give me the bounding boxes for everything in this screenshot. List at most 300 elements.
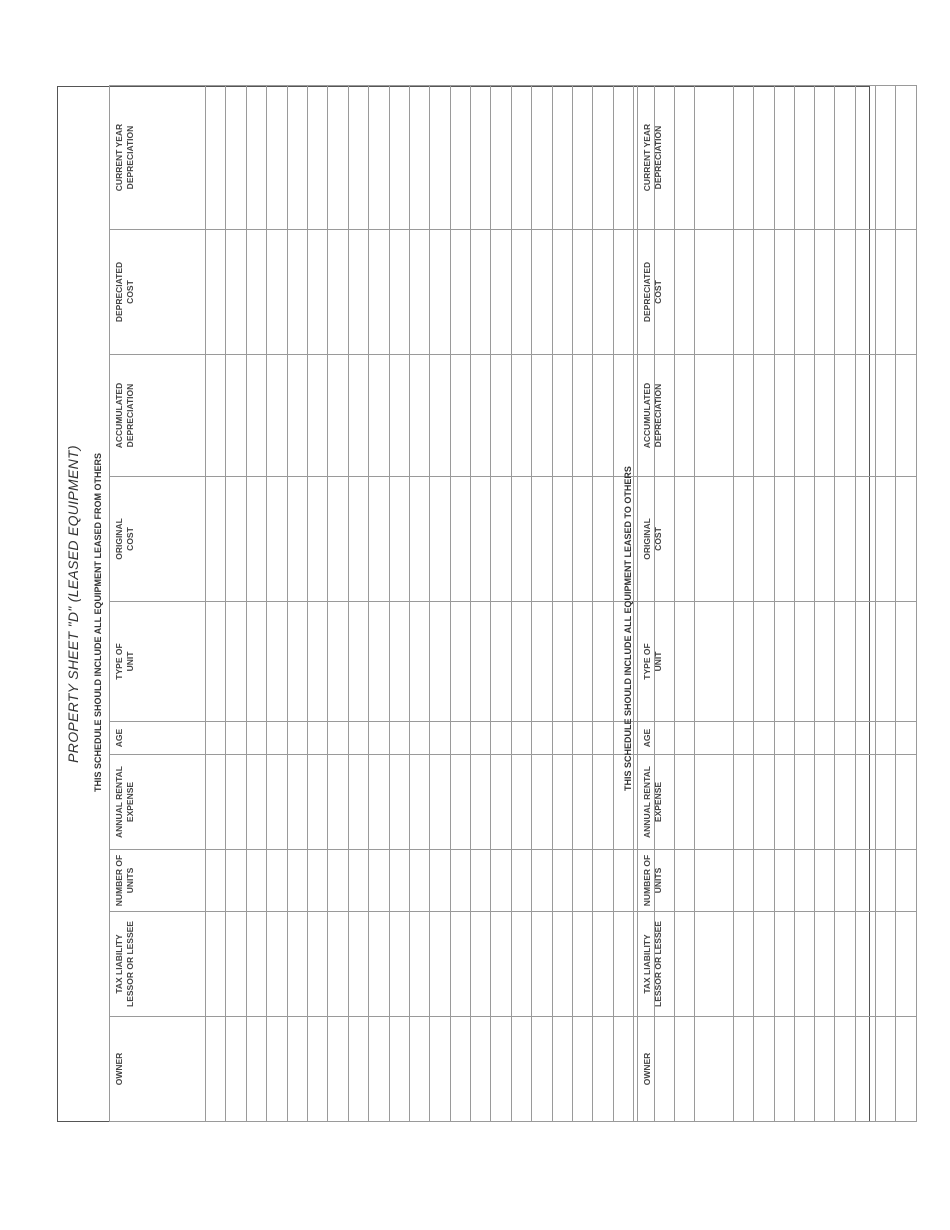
entry-cell[interactable] (267, 755, 287, 850)
entry-cell[interactable] (532, 477, 552, 602)
entry-cell[interactable] (328, 912, 348, 1017)
entry-cell[interactable] (307, 86, 327, 230)
entry-cell[interactable] (815, 602, 835, 722)
entry-cell[interactable] (835, 355, 855, 477)
entry-cell[interactable] (348, 477, 368, 602)
entry-cell[interactable] (794, 477, 814, 602)
entry-cell[interactable] (876, 477, 896, 602)
entry-cell[interactable] (794, 86, 814, 230)
entry-cell[interactable] (389, 755, 409, 850)
entry-cell[interactable] (613, 1017, 633, 1122)
entry-cell[interactable] (532, 912, 552, 1017)
entry-cell[interactable] (369, 722, 389, 755)
entry-cell[interactable] (450, 1017, 470, 1122)
entry-cell[interactable] (409, 477, 429, 602)
entry-cell[interactable] (593, 477, 613, 602)
entry-cell[interactable] (552, 912, 572, 1017)
entry-cell[interactable] (532, 230, 552, 355)
entry-cell[interactable] (896, 602, 916, 722)
entry-cell[interactable] (855, 912, 875, 1017)
entry-cell[interactable] (246, 755, 266, 850)
entry-cell[interactable] (430, 850, 450, 912)
entry-cell[interactable] (287, 912, 307, 1017)
entry-cell[interactable] (267, 850, 287, 912)
entry-cell[interactable] (532, 1017, 552, 1122)
entry-cell[interactable] (226, 912, 246, 1017)
entry-cell[interactable] (573, 722, 593, 755)
entry-cell[interactable] (246, 850, 266, 912)
entry-cell[interactable] (876, 912, 896, 1017)
entry-cell[interactable] (328, 355, 348, 477)
entry-cell[interactable] (794, 755, 814, 850)
entry-cell[interactable] (613, 355, 633, 477)
entry-cell[interactable] (855, 722, 875, 755)
entry-cell[interactable] (835, 850, 855, 912)
entry-cell[interactable] (389, 850, 409, 912)
entry-cell[interactable] (754, 912, 774, 1017)
entry-cell[interactable] (754, 1017, 774, 1122)
entry-cell[interactable] (613, 230, 633, 355)
entry-cell[interactable] (491, 230, 511, 355)
entry-cell[interactable] (307, 912, 327, 1017)
entry-cell[interactable] (613, 86, 633, 230)
entry-cell[interactable] (593, 355, 613, 477)
entry-cell[interactable] (855, 477, 875, 602)
entry-cell[interactable] (613, 850, 633, 912)
entry-cell[interactable] (348, 230, 368, 355)
entry-cell[interactable] (246, 722, 266, 755)
entry-cell[interactable] (409, 850, 429, 912)
entry-cell[interactable] (328, 86, 348, 230)
entry-cell[interactable] (511, 602, 531, 722)
entry-cell[interactable] (593, 850, 613, 912)
entry-cell[interactable] (896, 1017, 916, 1122)
entry-cell[interactable] (389, 912, 409, 1017)
entry-cell[interactable] (450, 230, 470, 355)
entry-cell[interactable] (246, 912, 266, 1017)
entry-cell[interactable] (409, 755, 429, 850)
entry-cell[interactable] (267, 230, 287, 355)
entry-cell[interactable] (532, 850, 552, 912)
entry-cell[interactable] (430, 722, 450, 755)
entry-cell[interactable] (774, 86, 794, 230)
entry-cell[interactable] (206, 850, 226, 912)
entry-cell[interactable] (511, 230, 531, 355)
entry-cell[interactable] (774, 722, 794, 755)
entry-cell[interactable] (896, 722, 916, 755)
entry-cell[interactable] (573, 477, 593, 602)
entry-cell[interactable] (226, 1017, 246, 1122)
entry-cell[interactable] (471, 755, 491, 850)
entry-cell[interactable] (876, 86, 896, 230)
entry-cell[interactable] (774, 1017, 794, 1122)
entry-cell[interactable] (511, 477, 531, 602)
entry-cell[interactable] (389, 722, 409, 755)
entry-cell[interactable] (307, 355, 327, 477)
entry-cell[interactable] (511, 912, 531, 1017)
entry-cell[interactable] (206, 602, 226, 722)
entry-cell[interactable] (307, 477, 327, 602)
entry-cell[interactable] (206, 755, 226, 850)
entry-cell[interactable] (430, 230, 450, 355)
entry-cell[interactable] (855, 1017, 875, 1122)
entry-cell[interactable] (573, 1017, 593, 1122)
column-header-line1: AGE (642, 728, 652, 748)
entry-cell[interactable] (511, 755, 531, 850)
entry-cell[interactable] (855, 86, 875, 230)
entry-cell[interactable] (491, 1017, 511, 1122)
entry-cell[interactable] (835, 86, 855, 230)
entry-cell[interactable] (246, 602, 266, 722)
entry-cell[interactable] (430, 355, 450, 477)
entry-cell[interactable] (471, 355, 491, 477)
entry-cell[interactable] (246, 86, 266, 230)
entry-cell[interactable] (206, 230, 226, 355)
entry-cell[interactable] (267, 1017, 287, 1122)
entry-cell[interactable] (471, 86, 491, 230)
entry-cell[interactable] (389, 230, 409, 355)
entry-cell[interactable] (794, 230, 814, 355)
entry-cell[interactable] (287, 477, 307, 602)
entry-cell[interactable] (896, 850, 916, 912)
entry-cell[interactable] (409, 722, 429, 755)
entry-cell[interactable] (430, 602, 450, 722)
entry-cell[interactable] (794, 1017, 814, 1122)
entry-cell[interactable] (226, 477, 246, 602)
entry-cell[interactable] (896, 86, 916, 230)
entry-cell[interactable] (389, 355, 409, 477)
entry-cell[interactable] (613, 912, 633, 1017)
entry-cell[interactable] (491, 477, 511, 602)
entry-cell[interactable] (226, 230, 246, 355)
entry-cell[interactable] (573, 912, 593, 1017)
entry-cell[interactable] (369, 1017, 389, 1122)
entry-cell[interactable] (794, 355, 814, 477)
entry-cell[interactable] (348, 912, 368, 1017)
entry-cell[interactable] (226, 86, 246, 230)
entry-cell[interactable] (573, 86, 593, 230)
entry-cell[interactable] (471, 230, 491, 355)
entry-cell[interactable] (511, 86, 531, 230)
entry-cell[interactable] (896, 355, 916, 477)
entry-cell[interactable] (593, 602, 613, 722)
entry-cell[interactable] (348, 602, 368, 722)
entry-cell[interactable] (307, 755, 327, 850)
entry-cell[interactable] (754, 722, 774, 755)
entry-cell[interactable] (328, 477, 348, 602)
entry-cell[interactable] (471, 850, 491, 912)
entry-cell[interactable] (267, 722, 287, 755)
entry-cell[interactable] (815, 477, 835, 602)
entry-cell[interactable] (754, 86, 774, 230)
entry-cell[interactable] (815, 755, 835, 850)
entry-cell[interactable] (287, 230, 307, 355)
entry-cell[interactable] (815, 850, 835, 912)
entry-cell[interactable] (754, 477, 774, 602)
entry-cell[interactable] (409, 230, 429, 355)
leased-from-entry-row (593, 86, 613, 1122)
entry-cell[interactable] (226, 755, 246, 850)
entry-cell[interactable] (876, 850, 896, 912)
entry-cell[interactable] (307, 722, 327, 755)
entry-cell[interactable] (511, 355, 531, 477)
entry-cell[interactable] (328, 722, 348, 755)
entry-cell[interactable] (206, 1017, 226, 1122)
entry-cell[interactable] (267, 912, 287, 1017)
entry-cell[interactable] (532, 722, 552, 755)
entry-cell[interactable] (206, 477, 226, 602)
entry-cell[interactable] (348, 1017, 368, 1122)
entry-cell[interactable] (855, 755, 875, 850)
entry-cell[interactable] (835, 477, 855, 602)
entry-cell[interactable] (491, 755, 511, 850)
entry-cell[interactable] (491, 602, 511, 722)
entry-cell[interactable] (774, 355, 794, 477)
entry-cell[interactable] (246, 355, 266, 477)
entry-cell[interactable] (896, 912, 916, 1017)
entry-cell[interactable] (287, 850, 307, 912)
entry-cell[interactable] (389, 86, 409, 230)
entry-cell[interactable] (348, 86, 368, 230)
entry-cell[interactable] (835, 755, 855, 850)
entry-cell[interactable] (774, 602, 794, 722)
entry-cell[interactable] (491, 355, 511, 477)
entry-cell[interactable] (754, 355, 774, 477)
entry-cell[interactable] (471, 602, 491, 722)
entry-cell[interactable] (450, 850, 470, 912)
entry-cell[interactable] (552, 477, 572, 602)
entry-cell[interactable] (348, 355, 368, 477)
entry-cell[interactable] (246, 230, 266, 355)
entry-cell[interactable] (287, 355, 307, 477)
entry-cell[interactable] (835, 912, 855, 1017)
entry-cell[interactable] (593, 755, 613, 850)
entry-cell[interactable] (369, 755, 389, 850)
entry-cell[interactable] (573, 230, 593, 355)
entry-cell[interactable] (734, 355, 754, 477)
entry-cell[interactable] (328, 850, 348, 912)
entry-cell[interactable] (450, 602, 470, 722)
entry-cell[interactable] (430, 86, 450, 230)
entry-cell[interactable] (430, 1017, 450, 1122)
entry-cell[interactable] (409, 912, 429, 1017)
entry-cell[interactable] (206, 722, 226, 755)
entry-cell[interactable] (287, 755, 307, 850)
entry-cell[interactable] (206, 86, 226, 230)
entry-cell[interactable] (734, 722, 754, 755)
entry-cell[interactable] (815, 355, 835, 477)
entry-cell[interactable] (754, 602, 774, 722)
entry-cell[interactable] (287, 722, 307, 755)
entry-cell[interactable] (267, 355, 287, 477)
entry-cell[interactable] (815, 912, 835, 1017)
entry-cell[interactable] (267, 86, 287, 230)
entry-cell[interactable] (552, 602, 572, 722)
entry-cell[interactable] (348, 850, 368, 912)
entry-cell[interactable] (835, 602, 855, 722)
entry-cell[interactable] (876, 230, 896, 355)
entry-cell[interactable] (226, 722, 246, 755)
entry-cell[interactable] (287, 86, 307, 230)
entry-cell[interactable] (552, 722, 572, 755)
entry-cell[interactable] (552, 755, 572, 850)
entry-cell[interactable] (876, 602, 896, 722)
entry-cell[interactable] (855, 602, 875, 722)
entry-cell[interactable] (593, 722, 613, 755)
entry-cell[interactable] (226, 850, 246, 912)
entry-cell[interactable] (876, 722, 896, 755)
entry-cell[interactable] (794, 850, 814, 912)
entry-cell[interactable] (307, 850, 327, 912)
entry-cell[interactable] (896, 755, 916, 850)
entry-cell[interactable] (450, 86, 470, 230)
entry-cell[interactable] (226, 355, 246, 477)
entry-cell[interactable] (307, 1017, 327, 1122)
entry-cell[interactable] (896, 230, 916, 355)
entry-cell[interactable] (511, 722, 531, 755)
entry-cell[interactable] (754, 230, 774, 355)
entry-cell[interactable] (369, 86, 389, 230)
entry-cell[interactable] (734, 86, 754, 230)
entry-cell[interactable] (835, 1017, 855, 1122)
entry-cell[interactable] (774, 477, 794, 602)
entry-cell[interactable] (573, 850, 593, 912)
entry-cell[interactable] (552, 86, 572, 230)
entry-cell[interactable] (774, 755, 794, 850)
entry-cell[interactable] (532, 355, 552, 477)
entry-cell[interactable] (573, 755, 593, 850)
entry-cell[interactable] (552, 850, 572, 912)
entry-cell[interactable] (734, 850, 754, 912)
entry-cell[interactable] (430, 912, 450, 1017)
entry-cell[interactable] (409, 86, 429, 230)
entry-cell[interactable] (246, 1017, 266, 1122)
entry-cell[interactable] (754, 850, 774, 912)
entry-cell[interactable] (491, 850, 511, 912)
entry-cell[interactable] (734, 1017, 754, 1122)
entry-cell[interactable] (369, 602, 389, 722)
entry-cell[interactable] (754, 755, 774, 850)
entry-cell[interactable] (734, 230, 754, 355)
entry-cell[interactable] (855, 355, 875, 477)
entry-cell[interactable] (450, 755, 470, 850)
entry-cell[interactable] (369, 912, 389, 1017)
entry-cell[interactable] (246, 477, 266, 602)
entry-cell[interactable] (389, 602, 409, 722)
entry-cell[interactable] (328, 1017, 348, 1122)
entry-cell[interactable] (511, 850, 531, 912)
entry-cell[interactable] (552, 1017, 572, 1122)
entry-cell[interactable] (471, 1017, 491, 1122)
entry-cell[interactable] (348, 755, 368, 850)
entry-cell[interactable] (532, 86, 552, 230)
entry-cell[interactable] (430, 755, 450, 850)
entry-cell[interactable] (409, 355, 429, 477)
entry-cell[interactable] (532, 602, 552, 722)
entry-cell[interactable] (774, 850, 794, 912)
entry-cell[interactable] (532, 755, 552, 850)
entry-cell[interactable] (328, 602, 348, 722)
entry-cell[interactable] (450, 355, 470, 477)
entry-cell[interactable] (409, 1017, 429, 1122)
entry-cell[interactable] (815, 230, 835, 355)
entry-cell[interactable] (815, 1017, 835, 1122)
entry-cell[interactable] (835, 230, 855, 355)
entry-cell[interactable] (369, 850, 389, 912)
entry-cell[interactable] (328, 755, 348, 850)
entry-cell[interactable] (450, 722, 470, 755)
entry-cell[interactable] (267, 477, 287, 602)
entry-cell[interactable] (876, 1017, 896, 1122)
entry-cell[interactable] (491, 912, 511, 1017)
entry-cell[interactable] (369, 477, 389, 602)
leased-to-col-header (638, 722, 734, 755)
entry-cell[interactable] (287, 1017, 307, 1122)
entry-cell[interactable] (307, 230, 327, 355)
entry-cell[interactable] (267, 602, 287, 722)
entry-cell[interactable] (328, 230, 348, 355)
entry-cell[interactable] (896, 477, 916, 602)
entry-cell[interactable] (734, 755, 754, 850)
entry-cell[interactable] (734, 912, 754, 1017)
entry-cell[interactable] (389, 1017, 409, 1122)
entry-cell[interactable] (855, 230, 875, 355)
entry-cell[interactable] (430, 477, 450, 602)
entry-cell[interactable] (876, 755, 896, 850)
entry-cell[interactable] (471, 912, 491, 1017)
entry-cell[interactable] (450, 477, 470, 602)
entry-cell[interactable] (348, 722, 368, 755)
entry-cell[interactable] (491, 86, 511, 230)
entry-cell[interactable] (369, 230, 389, 355)
entry-cell[interactable] (734, 477, 754, 602)
entry-cell[interactable] (774, 230, 794, 355)
entry-cell[interactable] (794, 602, 814, 722)
entry-cell[interactable] (593, 86, 613, 230)
entry-cell[interactable] (835, 722, 855, 755)
entry-cell[interactable] (369, 355, 389, 477)
entry-cell[interactable] (471, 477, 491, 602)
entry-cell[interactable] (206, 355, 226, 477)
entry-cell[interactable] (734, 602, 754, 722)
entry-cell[interactable] (794, 722, 814, 755)
entry-cell[interactable] (511, 1017, 531, 1122)
entry-cell[interactable] (573, 355, 593, 477)
entry-cell[interactable] (794, 912, 814, 1017)
entry-cell[interactable] (815, 86, 835, 230)
entry-cell[interactable] (876, 355, 896, 477)
entry-cell[interactable] (226, 602, 246, 722)
entry-cell[interactable] (593, 1017, 613, 1122)
entry-cell[interactable] (593, 230, 613, 355)
entry-cell[interactable] (450, 912, 470, 1017)
entry-cell[interactable] (287, 602, 307, 722)
column-header-line1: CURRENT YEAR (642, 123, 652, 192)
entry-cell[interactable] (491, 722, 511, 755)
entry-cell[interactable] (815, 722, 835, 755)
entry-cell[interactable] (389, 477, 409, 602)
entry-cell[interactable] (206, 912, 226, 1017)
entry-cell[interactable] (593, 912, 613, 1017)
entry-cell[interactable] (471, 722, 491, 755)
entry-cell[interactable] (307, 602, 327, 722)
entry-cell[interactable] (855, 850, 875, 912)
entry-cell[interactable] (409, 602, 429, 722)
entry-cell[interactable] (774, 912, 794, 1017)
entry-cell[interactable] (573, 602, 593, 722)
entry-cell[interactable] (552, 355, 572, 477)
entry-cell[interactable] (552, 230, 572, 355)
